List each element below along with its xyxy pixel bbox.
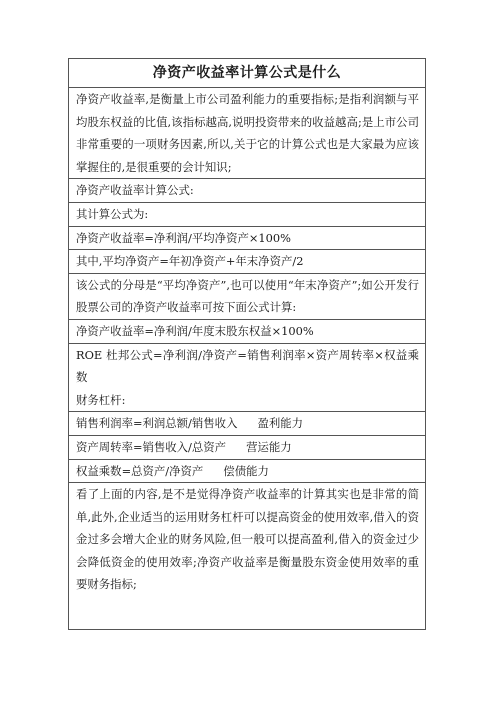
listed-company-formula: 净资产收益率=净利润/年度末股东权益×100% — [69, 320, 425, 344]
average-net-assets-formula: 其中,平均净资产=年初净资产+年末净资产/2 — [69, 250, 425, 274]
ratio-meaning: 营运能力 — [246, 439, 292, 454]
document-table — [68, 58, 426, 630]
ratio-formula: 销售利润率=利润总额/销售收入 — [76, 416, 238, 431]
dupont-formula: ROE 杜邦公式=净利润/净资产=销售利润率×资产周转率×权益乘数 财务杠杆: — [69, 344, 425, 413]
intro-paragraph: 净资产收益率,是衡量上市公司盈利能力的重要指标;是指利润额与平均股东权益的比值,该指标越高,说明投资带来的收益越高;是上市公司非常重要的一项财务因素,所以,关于它的计算公式也是大家最为应该掌握住的,是很重要的会计知识; — [69, 88, 425, 179]
roe-formula: 净资产收益率=净利润/平均净资产×100% — [69, 227, 425, 251]
ratio-formula: 权益乘数=总资产/净资产 — [76, 463, 204, 478]
ratio-meaning: 盈利能力 — [257, 416, 304, 431]
ratio-row — [69, 412, 425, 436]
conclusion-paragraph: 看了上面的内容,是不是觉得净资产收益率的计算其实也是非常的简单,此外,企业适当的运用财务杠杆可以提高资金的使用效率,借入的资金过多会增大企业的财务风险,但一般可以提高盈利,借入的资金过少会降低资金的使用效率;净资产收益率是衡量股东资金使用效率的重要财务指标; — [76, 487, 419, 592]
financial-leverage-label: 财务杠杆: — [76, 392, 126, 407]
denominator-note: 该公式的分母是“平均净资产”,也可以使用“年末净资产”;如公开发行股票公司的净资产收益率可按下面公式计算: — [69, 274, 425, 320]
document-title: 净资产收益率计算公式是什么 — [69, 59, 425, 88]
document-body — [69, 88, 425, 596]
ratio-formula: 资产周转率=销售收入/总资产 — [76, 439, 227, 454]
formula-intro: 其计算公式为: — [69, 203, 425, 227]
ratio-meaning: 偿债能力 — [223, 463, 269, 478]
formula-heading: 净资产收益率计算公式: — [69, 179, 425, 203]
ratio-row — [69, 460, 425, 484]
ratio-row — [69, 436, 425, 460]
